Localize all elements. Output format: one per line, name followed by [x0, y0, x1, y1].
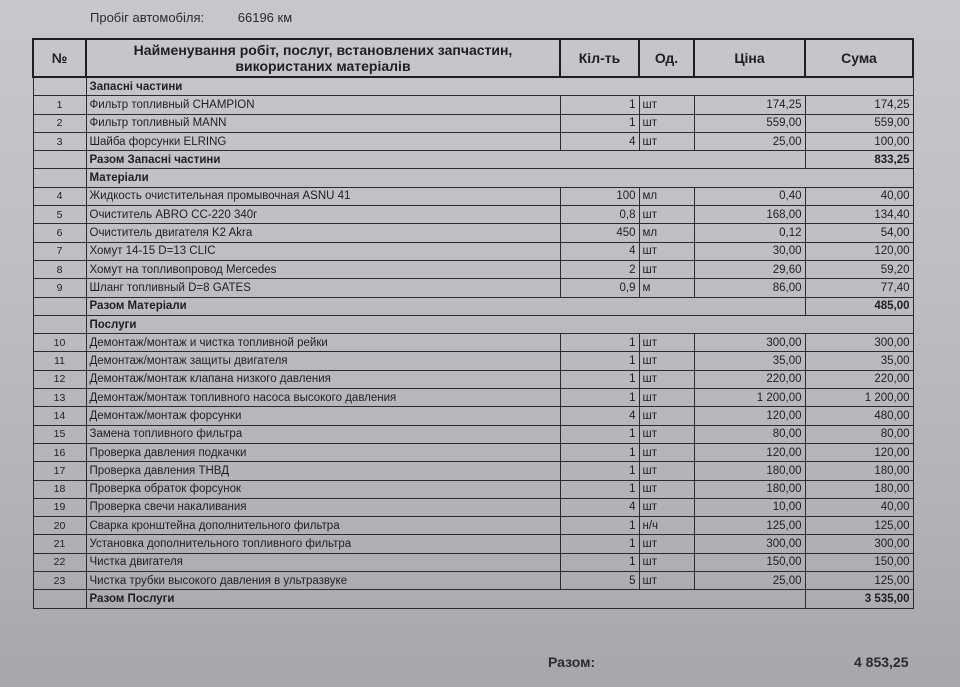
row-number: 16 — [33, 443, 86, 461]
row-sum: 480,00 — [805, 407, 913, 425]
header-num: № — [33, 39, 86, 77]
row-number: 12 — [33, 370, 86, 388]
table-row — [33, 389, 913, 407]
row-price: 0,40 — [694, 187, 805, 205]
row-name: Шланг топливный D=8 GATES — [86, 279, 560, 297]
row-sum: 125,00 — [805, 517, 913, 535]
row-qty: 0,9 — [560, 279, 639, 297]
row-price: 120,00 — [694, 443, 805, 461]
row-price: 80,00 — [694, 425, 805, 443]
row-qty: 1 — [560, 114, 639, 132]
empty-cell — [33, 77, 86, 96]
row-unit: шт — [639, 462, 694, 480]
row-qty: 100 — [560, 187, 639, 205]
row-qty: 1 — [560, 480, 639, 498]
row-number: 3 — [33, 132, 86, 150]
row-qty: 4 — [560, 242, 639, 260]
row-sum: 174,25 — [805, 96, 913, 114]
row-unit: шт — [639, 96, 694, 114]
row-unit: мл — [639, 224, 694, 242]
row-unit: шт — [639, 498, 694, 516]
row-price: 29,60 — [694, 260, 805, 278]
row-sum: 180,00 — [805, 480, 913, 498]
row-sum: 220,00 — [805, 370, 913, 388]
row-unit: шт — [639, 352, 694, 370]
table-row — [33, 443, 913, 461]
empty-cell — [33, 169, 86, 187]
row-number: 19 — [33, 498, 86, 516]
row-unit: мл — [639, 187, 694, 205]
row-number: 9 — [33, 279, 86, 297]
row-unit: шт — [639, 334, 694, 352]
row-qty: 2 — [560, 260, 639, 278]
row-price: 168,00 — [694, 206, 805, 224]
subtotal-row — [33, 590, 913, 608]
table-row — [33, 260, 913, 278]
section-header-row — [33, 77, 913, 96]
row-name: Хомут на топливопровод Mercedes — [86, 260, 560, 278]
row-number: 7 — [33, 242, 86, 260]
row-qty: 1 — [560, 517, 639, 535]
row-price: 25,00 — [694, 572, 805, 590]
row-name: Установка дополнительного топливного фильтра — [86, 535, 560, 553]
row-number: 11 — [33, 352, 86, 370]
row-sum: 54,00 — [805, 224, 913, 242]
row-name: Демонтаж/монтаж защиты двигателя — [86, 352, 560, 370]
row-qty: 4 — [560, 132, 639, 150]
table-row — [33, 242, 913, 260]
empty-cell — [33, 151, 86, 169]
row-number: 15 — [33, 425, 86, 443]
row-qty: 4 — [560, 407, 639, 425]
row-sum: 80,00 — [805, 425, 913, 443]
row-unit: шт — [639, 425, 694, 443]
subtotal-row — [33, 297, 913, 315]
table-row — [33, 480, 913, 498]
subtotal-label: Разом Запасні частини — [86, 151, 805, 169]
row-sum: 300,00 — [805, 535, 913, 553]
row-name: Замена топливного фильтра — [86, 425, 560, 443]
mileage-label: Пробіг автомобіля: — [90, 10, 205, 25]
row-sum: 40,00 — [805, 187, 913, 205]
row-number: 14 — [33, 407, 86, 425]
section-header-row — [33, 169, 913, 187]
table-row — [33, 279, 913, 297]
row-unit: шт — [639, 114, 694, 132]
row-sum: 35,00 — [805, 352, 913, 370]
row-price: 180,00 — [694, 480, 805, 498]
row-sum: 59,20 — [805, 260, 913, 278]
row-price: 0,12 — [694, 224, 805, 242]
row-name: Демонтаж/монтаж и чистка топливной рейки — [86, 334, 560, 352]
row-name: Очиститель ABRO CC-220 340г — [86, 206, 560, 224]
header-qty: Кіл-ть — [560, 39, 639, 77]
row-number: 22 — [33, 553, 86, 571]
row-unit: шт — [639, 572, 694, 590]
row-price: 174,25 — [694, 96, 805, 114]
table-row — [33, 224, 913, 242]
empty-cell — [33, 297, 86, 315]
row-qty: 450 — [560, 224, 639, 242]
row-sum: 150,00 — [805, 553, 913, 571]
row-name: Хомут 14-15 D=13 CLIC — [86, 242, 560, 260]
subtotal-label: Разом Послуги — [86, 590, 805, 608]
row-price: 30,00 — [694, 242, 805, 260]
row-unit: шт — [639, 553, 694, 571]
row-qty: 1 — [560, 96, 639, 114]
table-header-row — [33, 39, 913, 77]
row-qty: 1 — [560, 462, 639, 480]
row-name: Жидкость очистительная промывочная ASNU 41 — [86, 187, 560, 205]
row-unit: шт — [639, 260, 694, 278]
row-sum: 300,00 — [805, 334, 913, 352]
table-row — [33, 572, 913, 590]
row-name: Проверка давления ТНВД — [86, 462, 560, 480]
section-header-row — [33, 315, 913, 333]
row-sum: 120,00 — [805, 242, 913, 260]
row-sum: 125,00 — [805, 572, 913, 590]
row-qty: 1 — [560, 425, 639, 443]
header-price: Ціна — [694, 39, 805, 77]
table-body — [33, 77, 913, 608]
row-qty: 1 — [560, 352, 639, 370]
empty-cell — [33, 590, 86, 608]
row-price: 300,00 — [694, 535, 805, 553]
row-unit: м — [639, 279, 694, 297]
grand-total-value: 4 853,25 — [854, 654, 909, 670]
row-sum: 100,00 — [805, 132, 913, 150]
table-row — [33, 535, 913, 553]
row-qty: 0,8 — [560, 206, 639, 224]
row-price: 300,00 — [694, 334, 805, 352]
row-sum: 120,00 — [805, 443, 913, 461]
table-row — [33, 370, 913, 388]
row-name: Чистка трубки высокого давления в ультразвуке — [86, 572, 560, 590]
table-row — [33, 114, 913, 132]
row-unit: шт — [639, 389, 694, 407]
row-name: Фильтр топливный MANN — [86, 114, 560, 132]
row-name: Фильтр топливный CHAMPION — [86, 96, 560, 114]
row-qty: 4 — [560, 498, 639, 516]
row-number: 18 — [33, 480, 86, 498]
table-row — [33, 407, 913, 425]
row-sum: 180,00 — [805, 462, 913, 480]
row-name: Демонтаж/монтаж топливного насоса высокого давления — [86, 389, 560, 407]
row-name: Чистка двигателя — [86, 553, 560, 571]
row-number: 1 — [33, 96, 86, 114]
row-number: 23 — [33, 572, 86, 590]
empty-cell — [33, 315, 86, 333]
row-number: 6 — [33, 224, 86, 242]
subtotal-label: Разом Матеріали — [86, 297, 805, 315]
section-title: Послуги — [86, 315, 913, 333]
row-price: 1 200,00 — [694, 389, 805, 407]
row-name: Демонтаж/монтаж форсунки — [86, 407, 560, 425]
table-row — [33, 334, 913, 352]
row-sum: 77,40 — [805, 279, 913, 297]
header-name: Найменування робіт, послуг, встановлених запчастин, використаних матеріалів — [86, 39, 560, 77]
row-qty: 1 — [560, 334, 639, 352]
invoice-table — [32, 38, 914, 609]
row-name: Демонтаж/монтаж клапана низкого давления — [86, 370, 560, 388]
row-unit: шт — [639, 443, 694, 461]
row-qty: 1 — [560, 370, 639, 388]
row-unit: н/ч — [639, 517, 694, 535]
row-name: Шайба форсунки ELRING — [86, 132, 560, 150]
row-number: 4 — [33, 187, 86, 205]
row-name: Сварка кронштейна дополнительного фильтра — [86, 517, 560, 535]
row-name: Проверка обраток форсунок — [86, 480, 560, 498]
row-price: 180,00 — [694, 462, 805, 480]
table-row — [33, 553, 913, 571]
row-number: 2 — [33, 114, 86, 132]
table-row — [33, 352, 913, 370]
row-sum: 134,40 — [805, 206, 913, 224]
row-price: 220,00 — [694, 370, 805, 388]
table-row — [33, 462, 913, 480]
row-sum: 1 200,00 — [805, 389, 913, 407]
mileage-value: 66196 км — [237, 10, 293, 25]
row-number: 8 — [33, 260, 86, 278]
row-price: 25,00 — [694, 132, 805, 150]
section-title: Запасні частини — [86, 77, 913, 96]
row-unit: шт — [639, 535, 694, 553]
row-price: 559,00 — [694, 114, 805, 132]
row-unit: шт — [639, 407, 694, 425]
row-unit: шт — [639, 480, 694, 498]
row-number: 13 — [33, 389, 86, 407]
row-price: 35,00 — [694, 352, 805, 370]
row-price: 125,00 — [694, 517, 805, 535]
row-unit: шт — [639, 206, 694, 224]
mileage-line — [90, 10, 292, 25]
row-qty: 5 — [560, 572, 639, 590]
subtotal-value: 833,25 — [805, 151, 913, 169]
table-row — [33, 187, 913, 205]
row-number: 10 — [33, 334, 86, 352]
section-title: Матеріали — [86, 169, 913, 187]
row-price: 150,00 — [694, 553, 805, 571]
row-unit: шт — [639, 370, 694, 388]
row-qty: 1 — [560, 443, 639, 461]
header-unit: Од. — [639, 39, 694, 77]
row-name: Проверка свечи накаливания — [86, 498, 560, 516]
table-row — [33, 132, 913, 150]
row-price: 86,00 — [694, 279, 805, 297]
row-unit: шт — [639, 132, 694, 150]
row-unit: шт — [639, 242, 694, 260]
subtotal-row — [33, 151, 913, 169]
row-name: Очиститель двигателя K2 Akra — [86, 224, 560, 242]
row-number: 17 — [33, 462, 86, 480]
table-row — [33, 206, 913, 224]
row-price: 10,00 — [694, 498, 805, 516]
row-number: 21 — [33, 535, 86, 553]
table-row — [33, 96, 913, 114]
row-sum: 40,00 — [805, 498, 913, 516]
subtotal-value: 485,00 — [805, 297, 913, 315]
row-name: Проверка давления подкачки — [86, 443, 560, 461]
row-sum: 559,00 — [805, 114, 913, 132]
grand-total-label: Разом: — [548, 654, 596, 670]
table-row — [33, 425, 913, 443]
table-row — [33, 517, 913, 535]
subtotal-value: 3 535,00 — [805, 590, 913, 608]
table-row — [33, 498, 913, 516]
row-number: 5 — [33, 206, 86, 224]
row-price: 120,00 — [694, 407, 805, 425]
row-qty: 1 — [560, 389, 639, 407]
header-sum: Сума — [805, 39, 913, 77]
row-qty: 1 — [560, 535, 639, 553]
row-qty: 1 — [560, 553, 639, 571]
row-number: 20 — [33, 517, 86, 535]
